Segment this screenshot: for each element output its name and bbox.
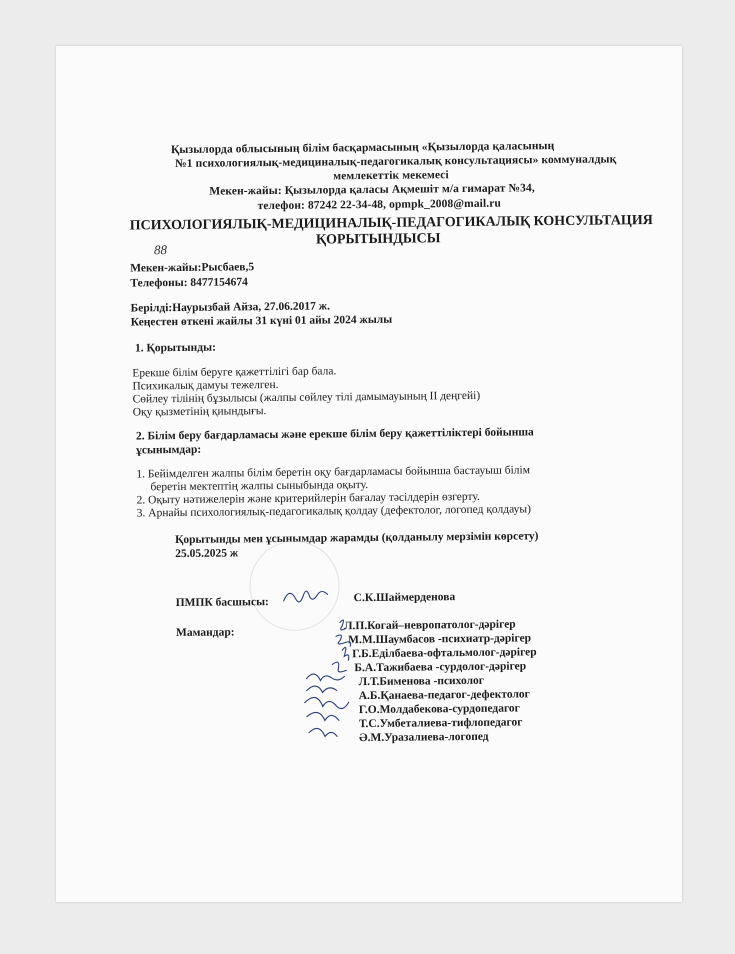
specialist-6: А.Б.Қанаева-педагог-дефектолог: [358, 688, 530, 703]
head-name: С.К.Шаймерденова: [353, 591, 456, 605]
signature-2: [336, 635, 351, 646]
specialist-2: М.М.Шаумбасов -психиатр-дәрігер: [348, 632, 532, 647]
validity-line-2: 25.05.2025 ж: [175, 547, 239, 561]
phone-line: Телефоны: 8477154674: [130, 276, 248, 290]
header-line-2: №1 психологиялық-медициналық-педагогикалық консультациясы» коммуналдық: [175, 153, 617, 171]
head-signature: [284, 591, 328, 602]
recommendation-1-cont: беретін мектептің жалпы сыныбында оқыту.: [150, 479, 369, 494]
specialist-4: Б.А.Тажибаева -сурдолог-дәрігер: [354, 660, 527, 675]
signature-8: [307, 712, 339, 721]
specialist-3: Г.Б.Еділбаева-офтальмолог-дәрігер: [352, 646, 537, 661]
document-title-line-2: ҚОРЫТЫНДЫСЫ: [315, 231, 441, 248]
signature-1: [340, 620, 346, 630]
section-2-heading-line-1: 2. Білім беру бағдарламасы және ерекше білім беру қажеттіліктері бойынша: [135, 426, 534, 443]
section-2-heading-line-2: ұсынымдар:: [136, 443, 202, 457]
specialists-label: Мамандар:: [175, 626, 235, 640]
signature-6: [307, 686, 337, 693]
specialist-1: Л.П.Когай–невропатолог-дәрігер: [343, 618, 516, 633]
validity-line-1: Қорытынды мен ұсынымдар жарамды (қолданылу мерзімін көрсету): [174, 530, 539, 547]
specialist-8: Т.С.Умбеталиева-тифлопедагог: [358, 716, 523, 731]
consultation-date-line: Кеңестен өткені жайлы 31 күні 01 айы 2024 жылы: [130, 313, 393, 329]
signature-3: [342, 647, 349, 660]
recommendation-1: 1. Бейімделген жалпы білім беретін оқу бағдарламасы бойынша бастауыш білім: [136, 464, 531, 481]
signature-5: [306, 674, 344, 681]
header-line-1: Қызылорда облысының білім басқармасының «Қызылорда қаласының: [170, 140, 555, 157]
conclusion-line-1: Ерекше білім беруге қажеттілігі бар бала.: [132, 365, 337, 380]
specialist-9: Ә.М.Уразалиева-логопед: [359, 730, 489, 745]
header-line-5: телефон: 87242 22-34-48, opmpk_2008@mail.ru: [257, 197, 501, 213]
address-line: Мекен-жайы:Рысбаев,5: [130, 261, 255, 275]
conclusion-line-3: Сөйлеу тілінің бұзылысы (жалпы сөйлеу тілі дамымауының II деңгейі): [132, 389, 481, 406]
header-line-4: Мекен-жайы: Қызылорда қаласы Ақмешіт м/а гимарат №34,: [209, 182, 535, 198]
signature-7: [305, 697, 349, 709]
recommendation-2: 2. Оқыту нәтижелерін және критерийлерін бағалау тәсілдерін өзгерту.: [136, 490, 480, 507]
signature-4: [332, 662, 346, 672]
head-label: ПМПК басшысы:: [175, 596, 269, 610]
specialist-5: Л.Т.Бименова -психолог: [358, 674, 485, 689]
header-line-3: мемлекеттік мекемесі: [333, 169, 449, 183]
section-1-heading: 1. Қорытынды:: [134, 341, 216, 355]
specialist-7: Г.О.Молдабекова-сурдопедагог: [358, 702, 520, 717]
conclusion-line-2: Психикалық дамуы тежелген.: [132, 378, 279, 393]
recommendation-3: 3. Арнайы психологиялық-педагогикалық қолдау (дефектолог, логопед қолдауы): [136, 503, 531, 520]
conclusion-line-4: Оқу қызметінің қиындығы.: [132, 405, 267, 419]
document-number: 88: [153, 242, 168, 258]
document-title-line-1: ПСИХОЛОГИЯЛЫҚ-МЕДИЦИНАЛЫҚ-ПЕДАГОГИКАЛЫҚ КОНСУЛЬТАЦИЯ: [129, 213, 653, 234]
issued-to-line: Берілді:Наурызбай Айза, 27.06.2017 ж.: [130, 300, 331, 315]
signature-9: [309, 728, 337, 736]
